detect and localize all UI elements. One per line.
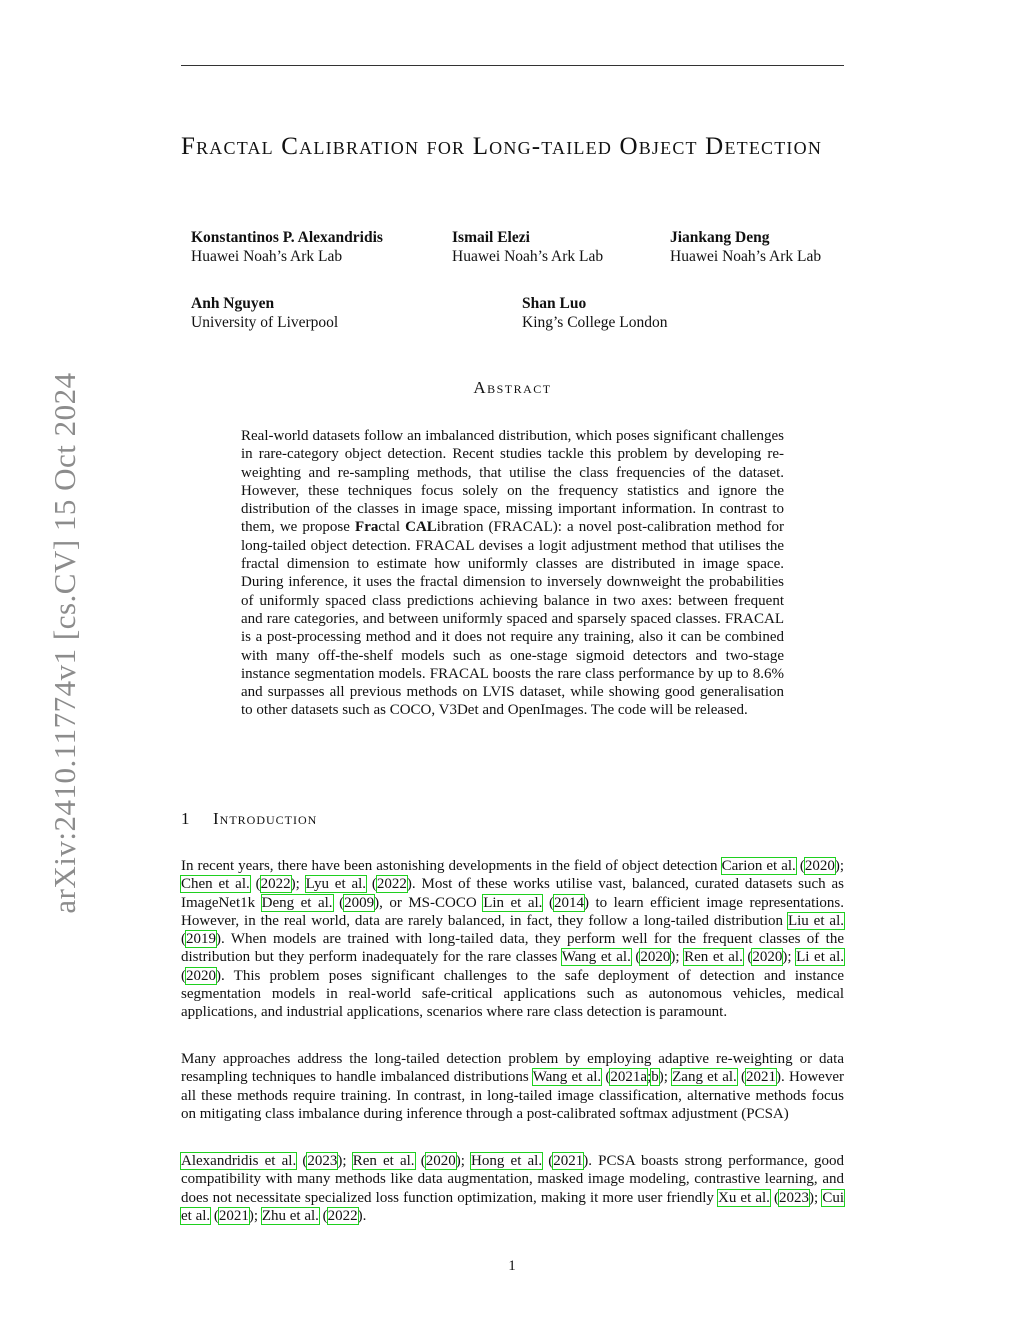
author-name: Shan Luo bbox=[522, 295, 587, 312]
header-rule bbox=[181, 65, 844, 66]
citation-link[interactable]: Lyu et al. bbox=[305, 876, 367, 893]
citation-link[interactable]: Alexandridis et al. bbox=[181, 1153, 297, 1169]
arxiv-identifier-stamp: arXiv:2410.11774v1 [cs.CV] 15 Oct 2024 bbox=[47, 372, 82, 914]
citation-link[interactable]: Carion et al. bbox=[721, 858, 796, 874]
author-block bbox=[191, 294, 338, 332]
citation-year-link[interactable]: 2021 bbox=[746, 1069, 777, 1086]
citation-link[interactable]: Deng et al. bbox=[261, 894, 333, 911]
page-number: 1 bbox=[508, 1258, 516, 1274]
abstract-heading: Abstract bbox=[473, 378, 552, 397]
section-heading-introduction bbox=[181, 809, 317, 829]
citation-year-link[interactable]: b bbox=[651, 1069, 659, 1086]
author-affiliation: Huawei Noah’s Ark Lab bbox=[191, 248, 343, 265]
section-title: Introduction bbox=[213, 809, 318, 828]
citation-year-link[interactable]: 2019 bbox=[186, 931, 216, 948]
citation-year-link[interactable]: 2009 bbox=[344, 894, 375, 911]
citation-year-link[interactable]: 2020 bbox=[804, 858, 835, 874]
intro-paragraph-2: Many approaches address the long-tailed detection problem by employing adaptive re-weighting or data resampling techniques to handle imbalanced distributions Wang et al. (2021a;b); Zang et al. (2021). However all these methods require training. In contrast, in long-tailed image classification, alternative methods focus on mitigating class imbalance during inference through a post-calibrated softmax adjustment (PCSA) bbox=[181, 1051, 844, 1122]
citation-link[interactable]: Cui et al. bbox=[181, 1189, 844, 1224]
author-name: Jiankang Deng bbox=[670, 229, 770, 246]
citation-link[interactable]: Ren et al. bbox=[684, 949, 743, 966]
author-block bbox=[670, 228, 821, 266]
citation-link[interactable]: Lin et al. bbox=[483, 894, 543, 911]
citation-link[interactable]: Wang et al. bbox=[532, 1069, 602, 1086]
citation-link[interactable]: Chen et al. bbox=[181, 876, 250, 893]
citation-link[interactable]: Liu et al. bbox=[787, 912, 844, 929]
citation-link[interactable]: Hong et al. bbox=[471, 1153, 543, 1169]
citation-year-link[interactable]: 2022 bbox=[260, 876, 291, 893]
author-name: Ismail Elezi bbox=[452, 229, 530, 246]
author-block bbox=[452, 228, 603, 266]
citation-year-link[interactable]: 2020 bbox=[425, 1153, 456, 1169]
citation-link[interactable]: Zhu et al. bbox=[261, 1207, 319, 1224]
paper-title: Fractal Calibration for Long-tailed Object Detection bbox=[181, 133, 823, 160]
author-affiliation: Huawei Noah’s Ark Lab bbox=[452, 248, 604, 265]
citation-year-link[interactable]: 2021a bbox=[610, 1069, 648, 1086]
citation-link[interactable]: Wang et al. bbox=[561, 949, 631, 966]
citation-year-link[interactable]: 2021 bbox=[218, 1207, 249, 1224]
citation-year-link[interactable]: 2014 bbox=[553, 894, 584, 911]
citation-year-link[interactable]: 2020 bbox=[752, 949, 783, 966]
author-name: Anh Nguyen bbox=[191, 295, 275, 312]
abstract-text: Real-world datasets follow an imbalanced distribution, which poses significant challenges in rare-category object detection. Recent studies tackle this problem by developing re-weighting and re-sampling methods, that utilise the class frequencies of the dataset. However, these techniques focus solely on the frequency statistics and ignore the distribution of the classes in image space, missing important information. In contrast to them, we propose Fractal CALibration (FRACAL): a novel post-calibration method for long-tailed object detection. FRACAL devises a logit adjustment method that utilises the fractal dimension to estimate how uniformly classes are distributed in image space. During inference, it uses the fractal dimension to inversely downweight the probabilities of uniformly spaced class predictions achieving balance in two axes: between frequent and rare categories, and between uniformly spaced and sparsely spaced classes. FRACAL is a post-processing method and it does not require any training, also it can be combined with many off-the-shelf models such as one-stage sigmoid detectors and two-stage instance segmentation models. FRACAL boosts the rare class performance by up to 8.6% and surpasses all previous methods on LVIS dataset, while showing good generalisation to other datasets such as COCO, V3Det and OpenImages. The code will be released. bbox=[241, 428, 784, 719]
citation-link[interactable]: Li et al. bbox=[796, 949, 844, 966]
author-block bbox=[191, 228, 383, 266]
citation-link[interactable]: Zang et al. bbox=[672, 1069, 737, 1086]
citation-year-link[interactable]: 2022 bbox=[327, 1207, 358, 1224]
author-block bbox=[522, 294, 668, 332]
author-affiliation: University of Liverpool bbox=[191, 314, 339, 331]
citation-year-link[interactable]: 2020 bbox=[640, 949, 671, 966]
intro-paragraph-1: In recent years, there have been astonishing developments in the field of object detection Carion et al. (2020); Chen et al. (2022); Lyu et al. (2022). Most of these works utilise vast, balanced, curated datasets such as ImageNet1k Deng et al. (2009), or MS-COCO Lin et al. (2014) to learn efficient image representations. However, in the real world, data are rarely balanced, in fact, they follow a long-tailed distribution Liu et al. (2019). When models are trained with long-tailed data, they perform well for the frequent classes of the distribution but they perform inadequately for the rare classes Wang et al. (2020); Ren et al. (2020); Li et al. (2020). This problem poses significant challenges to the safe deployment of detection and instance segmentation models in real-world safe-critical applications such as autonomous vehicles, medical applications, and industrial applications, scenarios where rare class detection is paramount. bbox=[181, 858, 845, 1021]
citation-link[interactable]: Xu et al. bbox=[718, 1189, 770, 1206]
author-affiliation: King’s College London bbox=[522, 314, 668, 331]
citation-year-link[interactable]: 2023 bbox=[779, 1189, 810, 1206]
citation-year-link[interactable]: 2020 bbox=[186, 967, 216, 984]
author-affiliation: Huawei Noah’s Ark Lab bbox=[670, 248, 822, 265]
citation-year-link[interactable]: 2023 bbox=[307, 1153, 338, 1169]
section-number: 1 bbox=[181, 809, 191, 828]
intro-paragraph-3: Alexandridis et al. (2023); Ren et al. (2020); Hong et al. (2021). PCSA boasts strong performance, good compatibility with many methods like data augmentation, masked image modeling, contrastive learning, and does not necessitate specialized loss function optimization, making it more user friendly Xu et al. (2023); Cui et al. (2021); Zhu et al. (2022). bbox=[181, 1153, 844, 1224]
citation-link[interactable]: Ren et al. bbox=[352, 1153, 415, 1169]
author-name: Konstantinos P. Alexandridis bbox=[191, 229, 383, 246]
citation-year-link[interactable]: 2021 bbox=[553, 1153, 584, 1169]
citation-year-link[interactable]: 2022 bbox=[376, 876, 407, 893]
